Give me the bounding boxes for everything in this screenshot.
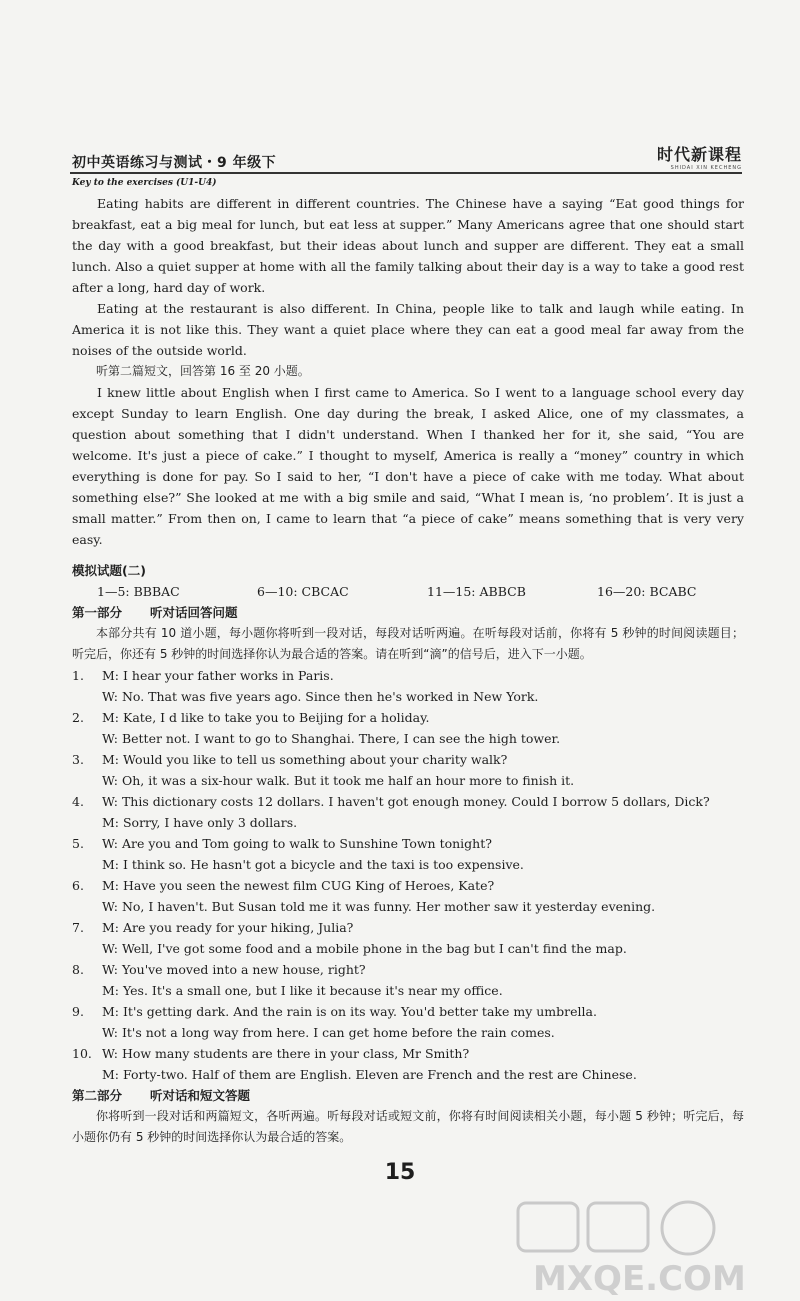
part1-instructions: 本部分共有 10 道小题，每小题你将听到一段对话，每段对话听两遍。在听每段对话前，你将有 5 秒钟的时间阅读题目；听完后，你还有 5 秒钟的时间选择你认为最合适的答案。请在听到“滴”的信号后，进入下一小题。 [72,626,744,661]
dialogue-line: M: Have you seen the newest film CUG King of Heroes, Kate? [102,878,495,893]
dialogue-number: 9. [72,1004,84,1019]
dialogue-line: M: Forty-two. Half of them are English. Eleven are French and the rest are Chinese. [102,1067,637,1082]
document-body [72,193,744,1148]
dialogue-number: 8. [72,962,84,977]
dialogue-number: 4. [72,794,84,809]
watermark-logo [418,1198,798,1298]
dialogue-line: W: This dictionary costs 12 dollars. I haven't got enough money. Could I borrow 5 dollars, Dick? [102,794,710,809]
dialogue-item [72,959,744,1001]
dialogue-line: M: Kate, I d like to take you to Beijing for a holiday. [102,710,430,725]
dialogue-line: W: Better not. I want to go to Shanghai. There, I can see the high tower. [102,731,561,746]
brand-logo [657,142,742,171]
part2-label: 第二部分 [72,1088,123,1103]
dialogue-number: 3. [72,752,84,767]
dialogue-line: M: I hear your father works in Paris. [102,668,334,683]
answer-key [72,581,744,602]
dialogue-line: W: Oh, it was a six-hour walk. But it took me half an hour more to finish it. [102,773,575,788]
part2-title: 听对话和短文答题 [150,1088,251,1103]
dialogue-line: M: Yes. It's a small one, but I like it because it's near my office. [102,983,503,998]
book-title: 初中英语练习与测试・9 年级下 [72,155,277,171]
part1-title: 听对话回答问题 [150,605,238,620]
dialogue-item [72,1001,744,1043]
dialogue-item [72,917,744,959]
dialogue-number: 7. [72,920,84,935]
dialogue-line: M: It's getting dark. And the rain is on its way. You'd better take my umbrella. [102,1004,597,1019]
dialogue-line: M: Are you ready for your hiking, Julia? [102,920,354,935]
dialogue-number: 6. [72,878,84,893]
dialogue-item [72,791,744,833]
part1-heading [72,602,744,623]
key-label: Key to the exercises (U1-U4) [72,178,217,188]
dialogue-item [72,707,744,749]
brand-subtitle: SHIDAI XIN KECHENG [670,165,742,171]
page-number: 15 [384,1160,416,1185]
dialogue-line: W: Well, I've got some food and a mobile phone in the bag but I can't find the map. [102,941,627,956]
dialogue-line: W: Are you and Tom going to walk to Sunshine Town tonight? [102,836,492,851]
answer-group: 16—20: BCABC [597,584,697,599]
part1-label: 第一部分 [72,605,123,620]
dialogue-number: 2. [72,710,84,725]
page-header [70,145,742,174]
answer-group: 11—15: ABBCB [427,584,526,599]
passage2-paragraph: I knew little about English when I first came to America. So I went to a language school every day except Sunday to learn English. One day during the break, I asked Alice, one of my classmates, a question about something that I didn't understand. When I thanked her for it, she said, “You are welcome. It's just a piece of cake.” I thought to myself, America is really a “money” country in which everything is done for pay. So I said to her, “I don't have a piece of cake with me today. What about something else?” She looked at me with a big smile and said, “What I mean is, ‘no problem’. It is just a small matter.” From then on, I came to learn that “a piece of cake” means something that is very very easy. [72,385,744,547]
dialogue-item [72,1043,744,1085]
passage2-intro: 听第二篇短文，回答第 16 至 20 小题。 [96,364,310,378]
answer-group: 6—10: CBCAC [257,584,349,599]
dialogue-line: M: Would you like to tell us something about your charity walk? [102,752,508,767]
dialogue-line: W: No. That was five years ago. Since then he's worked in New York. [102,689,539,704]
brand-name: 时代新课程 [656,145,742,164]
dialogue-line: W: You've moved into a new house, right? [102,962,366,977]
part2-instructions: 你将听到一段对话和两篇短文，各听两遍。听每段对话或短文前，你将有时间阅读相关小题，每小题 5 秒钟；听完后，每小题你仍有 5 秒钟的时间选择你认为最合适的答案。 [72,1109,744,1144]
watermark-text: MXQE.COM [533,1259,746,1298]
answer-group: 1—5: BBBAC [97,584,180,599]
passage-paragraph: Eating habits are different in different countries. The Chinese have a saying “Eat good things for breakfast, eat a big meal for lunch, but eat less at supper.” Many Americans agree that one should start the day with a good breakfast, but their ideas about lunch and supper are different. They eat a small lunch. Also a quiet supper at home with all the family talking about their day is a way to take a good rest after a long, hard day of work. [72,196,744,295]
dialogue-line: W: How many students are there in your class, Mr Smith? [102,1046,470,1061]
dialogue-item [72,833,744,875]
dialogue-line: W: No, I haven't. But Susan told me it was funny. Her mother saw it yesterday evening. [102,899,656,914]
dialogue-item [72,749,744,791]
dialogue-item [72,665,744,707]
dialogue-list [72,665,744,1085]
dialogue-line: W: It's not a long way from here. I can get home before the rain comes. [102,1025,555,1040]
dialogue-line: M: I think so. He hasn't got a bicycle and the taxi is too expensive. [102,857,524,872]
dialogue-number: 10. [72,1046,92,1061]
part2-heading [72,1085,744,1106]
mock-test-title: 模拟试题(二) [72,563,146,578]
passage-paragraph: Eating at the restaurant is also different. In China, people like to talk and laugh while eating. In America it is not like this. They want a quiet place where they can eat a good meal far away from the noises of the outside world. [72,301,744,358]
dialogue-item [72,875,744,917]
dialogue-number: 5. [72,836,84,851]
dialogue-line: M: Sorry, I have only 3 dollars. [102,815,298,830]
dialogue-number: 1. [72,668,84,683]
